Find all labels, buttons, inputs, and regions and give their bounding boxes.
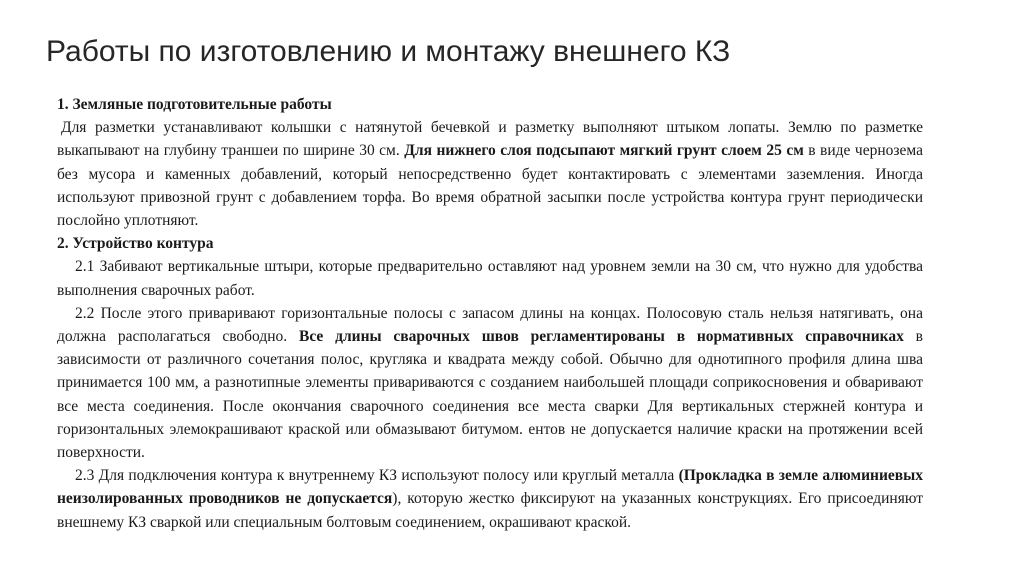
p23-bold: (Прокладка в земле алюминиевых неизолированных проводников не допускается: [57, 467, 923, 508]
p22-text-a: 2.2 После этого приваривают горизонтальные полосы с запасом длины на концах. Полосовую сталь нельзя натягивать, она должна располагаться свободно.: [57, 304, 923, 346]
p23-text-c: ), которую жестко фиксируют на указанных конструкциях. Его присоединяют внешнему КЗ сваркой или специальным болтовым соединением, окрашивают краской.: [57, 490, 923, 531]
section-2-heading: 2. Устройство контура: [57, 235, 214, 253]
p23-text-a: 2.3 Для подключения контура к внутреннему КЗ используют полосу или круглый металла: [75, 467, 679, 485]
p1-text-c: в виде чернозема без мусора и каменных добавлений, который непосредственно будет контактировать с элементами заземления. Иногда используют привозной грунт с добавлением торфа. Во время обратной засыпки после устройства контура грунт периодически послойно уплотняют.: [57, 142, 923, 230]
slide-body: [57, 93, 923, 534]
paragraph-2-1: 2.1 Забивают вертикальные штыри, которые предварительно оставляют над уровнем земли на 30 см, что нужно для удобства выполнения сварочных работ.: [57, 258, 923, 299]
section-1-paragraph: [57, 116, 923, 232]
paragraph-2-3: [57, 464, 923, 534]
slide-title: Работы по изготовлению и монтажу внешнего КЗ: [46, 35, 731, 68]
p22-bold: Все длины сварочных швов регламентированы в нормативных справочниках: [299, 328, 904, 346]
p1-bold: Для нижнего слоя подсыпают мягкий грунт слоем 25 см: [404, 142, 804, 160]
paragraph-2-2: [57, 302, 923, 464]
p22-text-c: в зависимости от различного сочетания полос, кругляка и квадрата между собой. Обычно для однотипного профиля длина шва принимается 100 мм, а разнотипные элементы привариваются с созданием наибольшей площади соприкосновения и обваривают все места соединения. После окончания сварочного соединения все места сварки Для вертикальных стержней контура и горизонтальных элемокрашивают краской или обмазывают битумом. ентов не допускается наличие краски на протяжении всей поверхности.: [57, 328, 923, 462]
p1-text-a: Для разметки устанавливают колышки с натянутой бечевкой и разметку выполняют штыком лопаты. Землю по разметке выкапывают на глубину траншеи по ширине 30 см.: [57, 119, 923, 160]
section-1-heading: 1. Земляные подготовительные работы: [57, 96, 332, 113]
